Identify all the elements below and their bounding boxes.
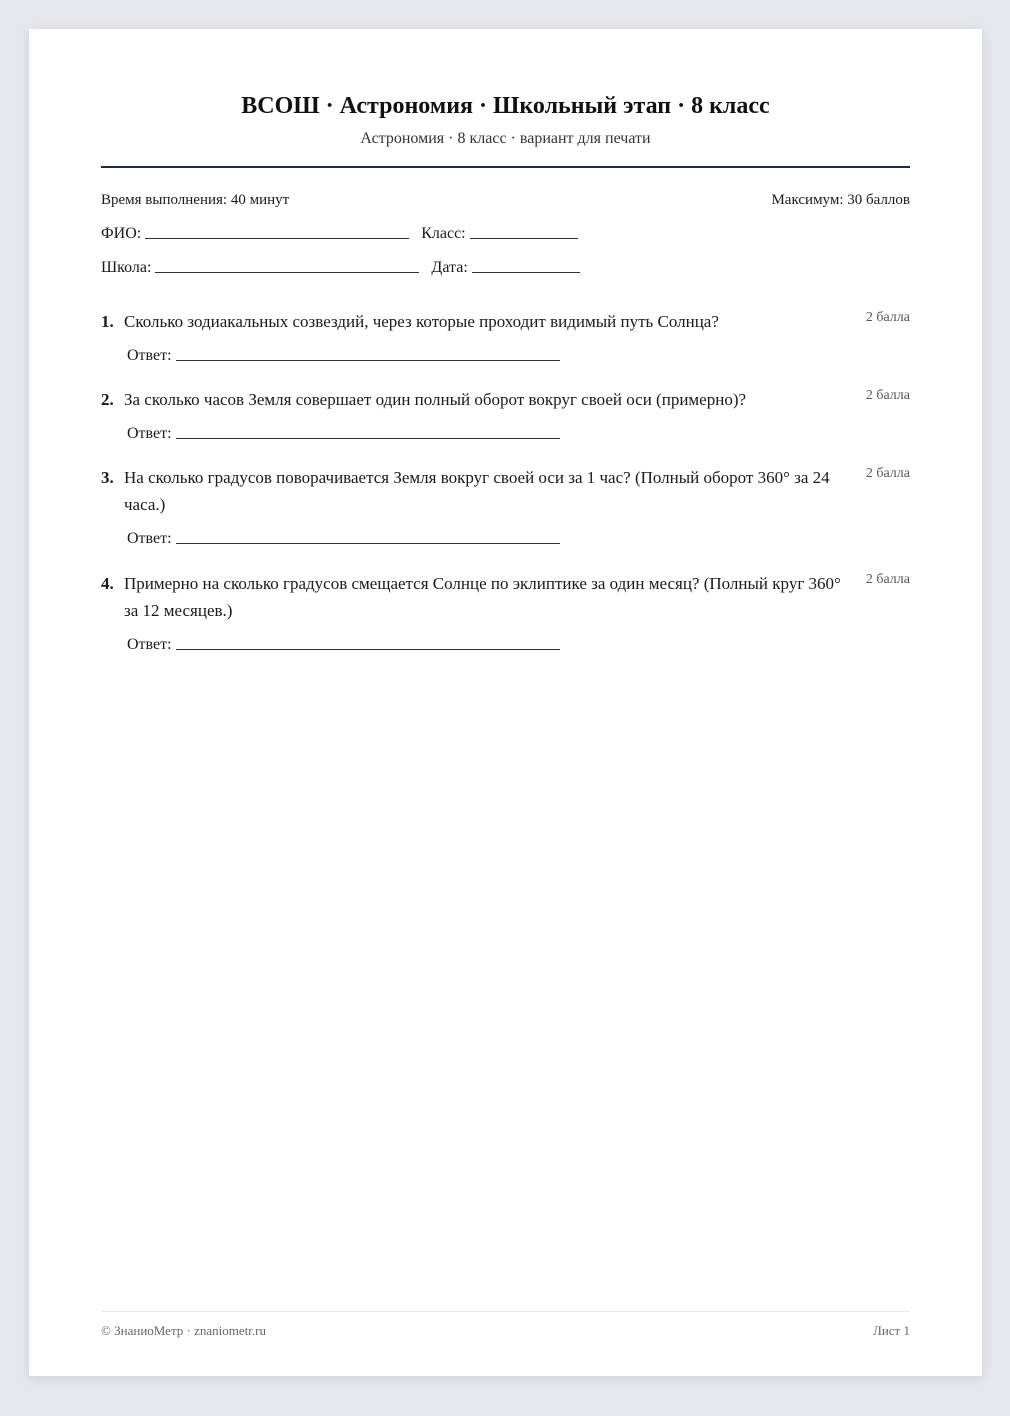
answer-row-1 [127,347,564,365]
date-field[interactable] [472,271,580,273]
class-field[interactable] [470,237,578,239]
school-field[interactable] [155,271,419,273]
footer-copyright: © ЗнаниоМетр · znaniometr.ru [101,1323,266,1338]
answer-label: Ответ: [127,425,172,442]
school-label: Школа: [101,259,152,276]
question-points: 2 балла [865,310,910,325]
answer-field-2[interactable] [176,437,560,439]
question-points: 2 балла [865,388,910,403]
fio-label: ФИО: [101,225,142,242]
answer-label: Ответ: [127,530,172,547]
question-text: Примерно на сколько градусов смещается Солнце по эклиптике за один месяц? (Полный круг 360° за 12 месяцев.) [124,574,841,620]
fio-field[interactable] [145,237,409,239]
question-number: 4. [101,574,114,593]
page-content [101,29,910,1376]
question-text: На сколько градусов поворачивается Земля вокруг своей оси за 1 час? (Полный оборот 360° за 24 часа.) [124,468,830,514]
answer-label: Ответ: [127,636,172,653]
answer-row-4 [127,636,564,654]
page-title: ВСОШ · Астрономия · Школьный этап · 8 класс [241,93,770,119]
question-text: За сколько часов Земля совершает один полный оборот вокруг своей оси (примерно)? [124,390,747,409]
answer-row-2 [127,425,564,443]
fio-class-row [101,225,582,243]
question-text: Сколько зодиакальных созвездий, через которые проходит видимый путь Солнца? [124,312,719,331]
worksheet-page [29,29,982,1376]
school-date-row [101,259,584,277]
question-number: 3. [101,468,114,487]
page-subtitle: Астрономия · 8 класс · вариант для печати [360,130,651,147]
answer-field-4[interactable] [176,648,560,650]
answer-field-1[interactable] [176,359,560,361]
date-label: Дата: [431,259,468,276]
header-divider [101,166,910,168]
answer-label: Ответ: [127,347,172,364]
answer-field-3[interactable] [176,542,560,544]
question-number: 2. [101,390,114,409]
page-number: Лист 1 [873,1323,910,1338]
question-points: 2 балла [865,466,910,481]
question-number: 1. [101,312,114,331]
question-points: 2 балла [865,572,910,587]
footer-divider [101,1311,910,1312]
class-label: Класс: [421,225,466,242]
max-score: Максимум: 30 баллов [771,192,910,208]
time-limit: Время выполнения: 40 минут [101,192,290,208]
answer-row-3 [127,530,564,548]
